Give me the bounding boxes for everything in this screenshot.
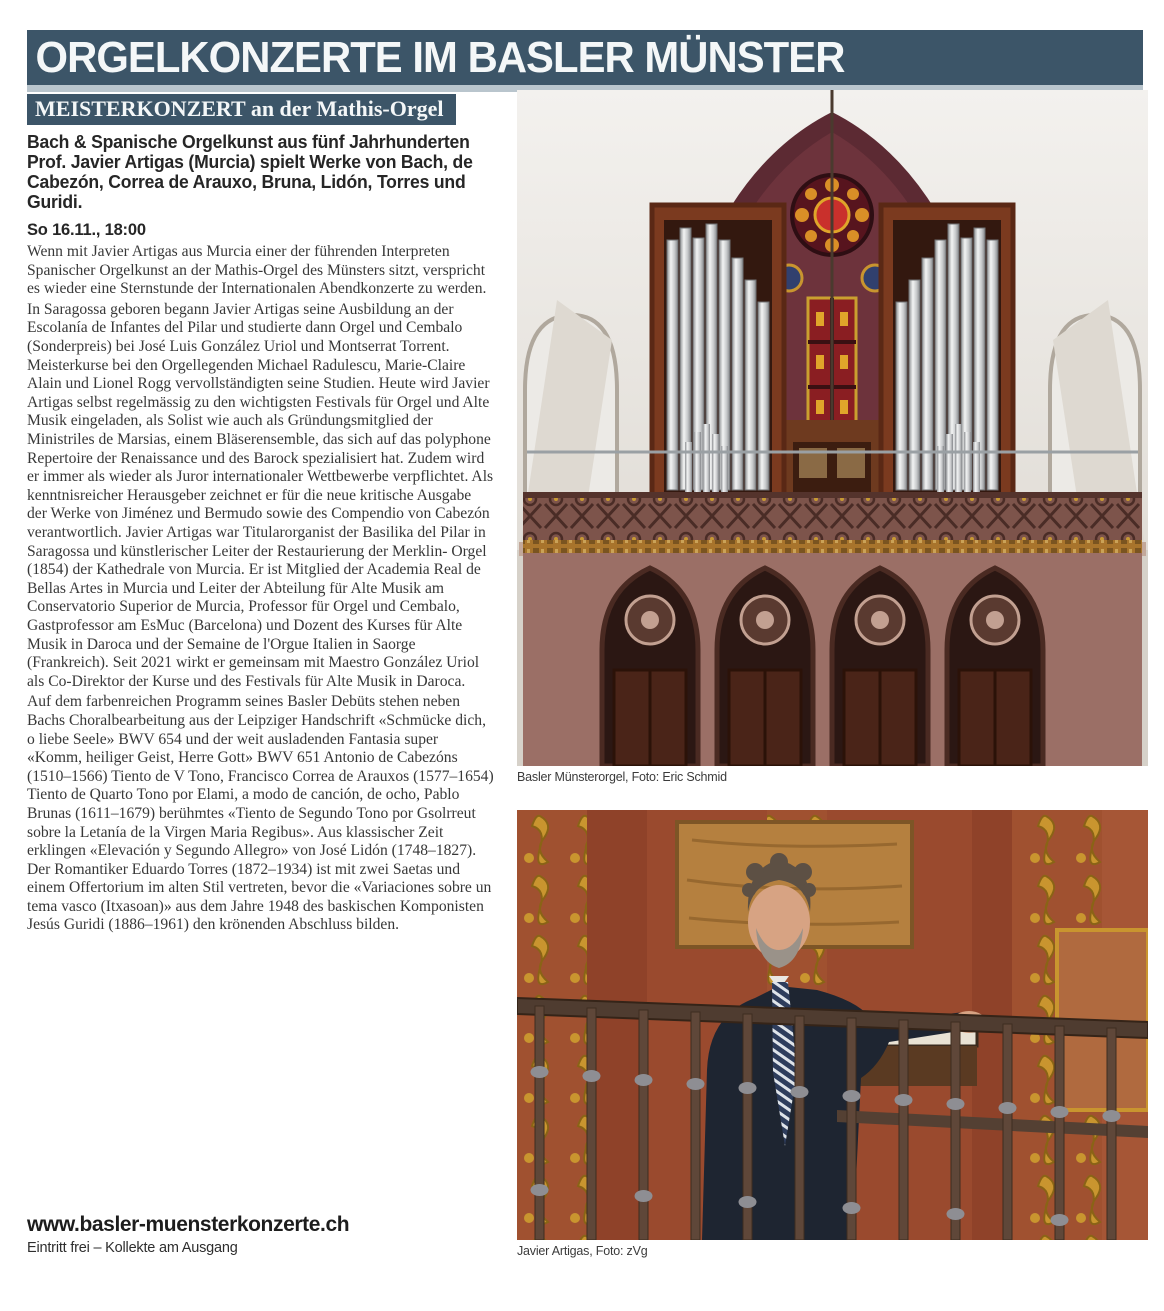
muenster-organ-illustration [517, 90, 1148, 766]
article-body [27, 243, 495, 935]
photo-javier-artigas [517, 810, 1148, 1240]
balcony-rail [523, 492, 1142, 498]
headline-line1: Bach & Spanische Orgelkunst aus fünf Jahrhunderten [27, 131, 470, 153]
photo-muenster-organ [517, 90, 1148, 766]
face [748, 885, 810, 959]
article-headline [27, 132, 495, 212]
website-link[interactable]: www.basler-muensterkonzerte.ch [27, 1213, 350, 1236]
paragraph-biography: In Saragossa geboren begann Javier Artigas seine Ausbildung an der Escolanía de Infantes del Pilar und studierte dann Orgel und Cembalo (Sonderpreis) bei José Luis González Uriol und Montserrat Torrent. Meisterkurse bei den Orgellegenden Michael Radulescu, Marie-Claire Alain und Lionel Rogg vervollständigten seine Studien. Heute wird Javier Artigas selbst regelmässig zu den wichtigsten Festivals für Orgel und Alte Musik eingeladen, als Solist wie auch als Gründungsmitglied der Ministriles de Marsias, einem Bläserensemble, das sich auf das polyphone Repertoire der Renaissance und des Barock spezialisiert hat. Zudem wird er immer als wieder als Juror internationaler Wettbewerbe verpflichtet. Als kenntnisreicher Herausgeber zeichnet er für die neue kritische Ausgabe der Werke von Jiménez und Bermudo sowie des Compendio von Cabezón verantwortlich. Javier Artigas war Titularorganist der Basilika del Pilar in Saragossa und künstlerischer Leiter der Restaurierung der Merklin- Orgel (1854) der Kathedrale von Murcia. Er ist Mitglied der Academia Real de Bellas Artes in Murcia und Leiter der Abteilung für Alte Musik am Conservatorio Superior de Murcia, Professor für Orgel und Cembalo, Gastprofessor am EsMuc (Barcelona) und Dozent des Kurses für Alte Musik in Daroca und der Semaine de l'Orgue Italien in Saorge (Frankreich). Seit 2021 wirkt er gemeinsam mit Maestro González Uriol als Co-Direktor der Kurse und des Festivals für Alte Musik in Daroca. [27, 300, 494, 690]
paragraph-program: Auf dem farbenreichen Programm seines Basler Debüts stehen neben Bachs Choralbearbeitung aus der Leipziger Handschrift «Schmücke dich, o liebe Seele» BWV 654 und der weit ausladenden Fantasia super «Komm, heiliger Geist, Herre Gott» BWV 651 Antonio de Cabezóns (1510–1566) Tiento de V Tono, Francisco Correa de Arauxos (1577–1654) Tiento de Quarto Tono por Elami, a modo de canción, de ocho, Pablo Brunas (1611–1679) berühmtes «Tiento de Segundo Tono por Gsolrreut sobre la Letanía de la Virgen Maria Regibus». Aus klassischer Zeit erklingen «Elevación y Segundo Allegro» von José Lidón (1748–1827). Der Romantiker Eduardo Torres (1872–1934) ist mit zwei Saetas und einem Offertorium im alten Stil vertreten, bevor die «Variaciones sobre un tema vasco (Itxasoan)» aus dem Jahre 1948 des baskischen Komponisten Jesús Guridi (1886–1961) den krönenden Abschluss bilden. [27, 693, 494, 934]
concert-date: So 16.11., 18:00 [27, 221, 146, 240]
caption-javier-photo: Javier Artigas, Foto: zVg [517, 1244, 648, 1258]
section-banner: MEISTERKONZERT an der Mathis-Orgel [27, 94, 456, 125]
admission-note: Eintritt frei – Kollekte am Ausgang [27, 1240, 238, 1256]
page-title: ORGELKONZERTE IM BASLER MÜNSTER [35, 32, 845, 82]
article-column [27, 94, 495, 937]
headline-line2: Prof. Javier Artigas (Murcia) spielt Werke von Bach, de Cabezón, Correa de Arauxo, Bruna, Lidón, Torres und Guridi. [27, 151, 473, 213]
footer [27, 1213, 349, 1256]
title-banner [27, 30, 1143, 92]
javier-artigas-illustration [517, 810, 1148, 1240]
gold-frieze [523, 540, 1142, 553]
balcony-tracery [523, 498, 1142, 540]
caption-organ-photo: Basler Münsterorgel, Foto: Eric Schmid [517, 770, 727, 784]
paragraph-intro: Wenn mit Javier Artigas aus Murcia einer der führenden Interpreten Spanischer Orgelkunst an der Mathis-Orgel des Münsters sitzt, verspricht es wieder eine Sternstunde der Internationalen Abendkonzerte zu werden. [27, 243, 487, 298]
